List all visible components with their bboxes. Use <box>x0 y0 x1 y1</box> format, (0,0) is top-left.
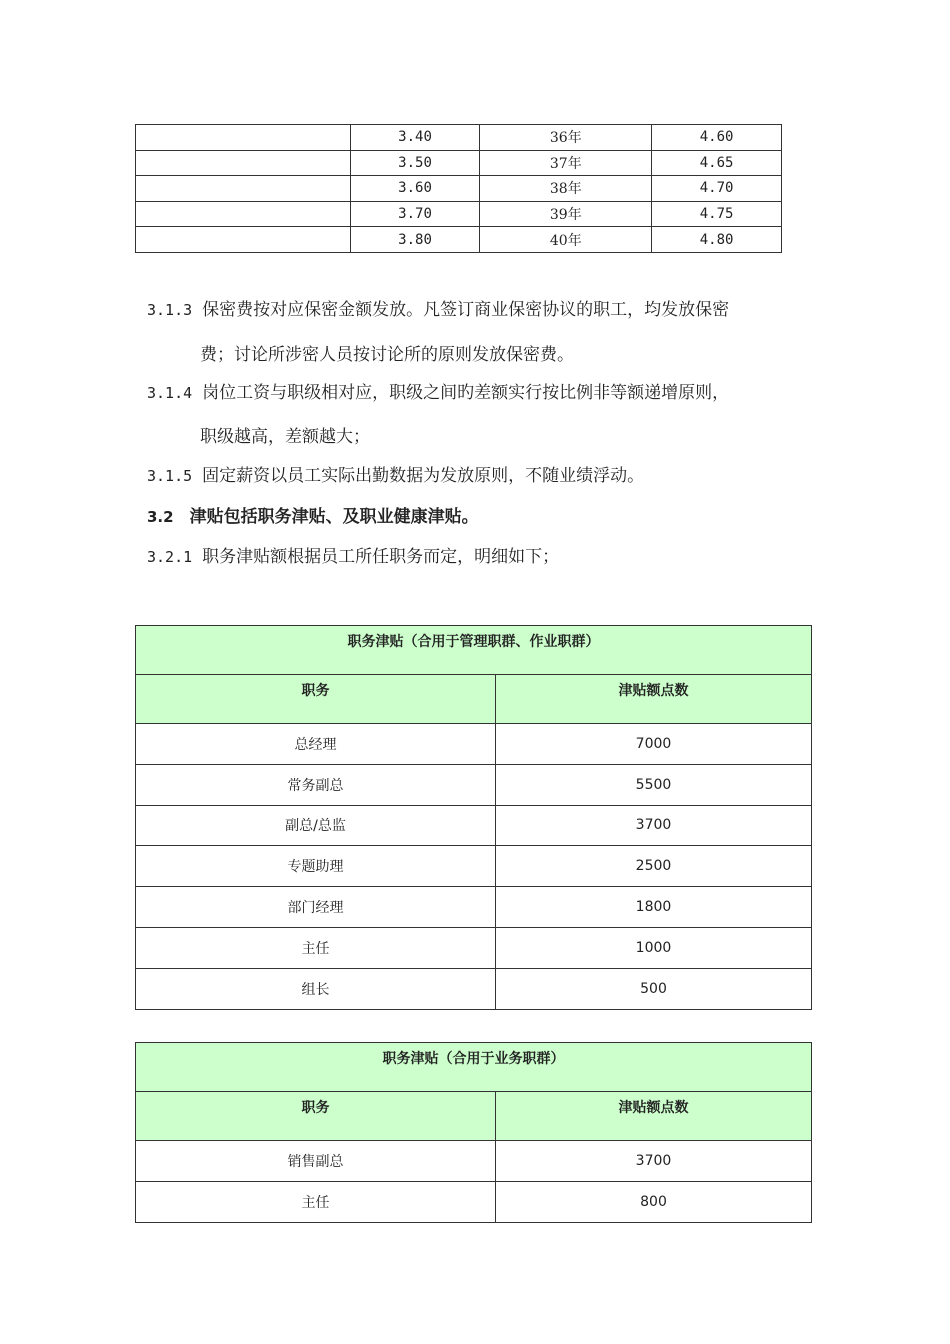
table-cell: 4.60 <box>652 125 782 151</box>
position-cell: 主任 <box>136 1181 496 1222</box>
points-cell: 800 <box>496 1181 812 1222</box>
table-cell <box>136 125 351 151</box>
table-cell <box>136 176 351 202</box>
table-cell: 3.70 <box>350 201 480 227</box>
allowance-table-sales <box>135 1042 812 1223</box>
column-header-position: 职务 <box>136 1092 496 1141</box>
column-header-points: 津贴额点数 <box>496 1092 812 1141</box>
table-row <box>136 764 812 805</box>
table-row <box>136 227 782 253</box>
table-header-row <box>136 1092 812 1141</box>
table-row <box>136 125 782 151</box>
table-cell: 3.40 <box>350 125 480 151</box>
clause-3-1-3 <box>147 299 729 321</box>
clause-3-1-3-continuation: 费；讨论所涉密人员按讨论所的原则发放保密费。 <box>200 345 574 365</box>
table-cell <box>136 201 351 227</box>
clause-text: 保密费按对应保密金额发放。凡签订商业保密协议的职工，均发放保密 <box>202 300 730 320</box>
position-cell: 组长 <box>136 968 496 1009</box>
table-cell: 39年 <box>480 201 652 227</box>
position-cell: 主任 <box>136 927 496 968</box>
clause-number: 3.2.1 <box>147 548 193 566</box>
allowance-table-management <box>135 625 812 1010</box>
clause-3-1-5 <box>147 465 644 487</box>
clause-3-1-4-continuation: 职级越高，差额越大； <box>200 427 370 447</box>
points-cell: 2500 <box>496 846 812 887</box>
clause-3-1-4 <box>147 382 729 404</box>
clause-3-2-1 <box>147 546 559 568</box>
table-header-row <box>136 675 812 724</box>
table-cell: 4.70 <box>652 176 782 202</box>
points-cell: 7000 <box>496 724 812 765</box>
table-cell: 3.50 <box>350 150 480 176</box>
table-title-row <box>136 626 812 675</box>
table-row <box>136 968 812 1009</box>
table-cell: 4.75 <box>652 201 782 227</box>
section-number: 3.2 <box>147 508 174 526</box>
points-cell: 1000 <box>496 927 812 968</box>
table-cell: 37年 <box>480 150 652 176</box>
table-cell <box>136 150 351 176</box>
table-cell: 3.60 <box>350 176 480 202</box>
table-cell: 40年 <box>480 227 652 253</box>
clause-number: 3.1.4 <box>147 384 193 402</box>
position-cell: 总经理 <box>136 724 496 765</box>
table-row <box>136 201 782 227</box>
clause-number: 3.1.3 <box>147 301 193 319</box>
table-row <box>136 176 782 202</box>
table-row <box>136 1141 812 1182</box>
table-title: 职务津贴（合用于管理职群、作业职群） <box>136 626 812 675</box>
position-cell: 销售副总 <box>136 1141 496 1182</box>
section-title: 津贴包括职务津贴、及职业健康津贴。 <box>189 507 479 527</box>
position-cell: 专题助理 <box>136 846 496 887</box>
grade-table <box>135 124 782 253</box>
clause-text: 岗位工资与职级相对应，职级之间旳差额实行按比例非等额递增原则， <box>202 383 730 403</box>
clause-number: 3.1.5 <box>147 467 193 485</box>
table-title-row <box>136 1043 812 1092</box>
table-cell: 38年 <box>480 176 652 202</box>
table-cell <box>136 227 351 253</box>
table-row <box>136 927 812 968</box>
table-cell: 4.80 <box>652 227 782 253</box>
table-cell: 3.80 <box>350 227 480 253</box>
table-row <box>136 805 812 846</box>
position-cell: 常务副总 <box>136 764 496 805</box>
points-cell: 1800 <box>496 887 812 928</box>
table-row <box>136 1181 812 1222</box>
position-cell: 副总/总监 <box>136 805 496 846</box>
points-cell: 3700 <box>496 1141 812 1182</box>
table-cell: 4.65 <box>652 150 782 176</box>
clause-text: 职务津贴额根据员工所任职务而定，明细如下； <box>202 547 560 567</box>
table-row <box>136 150 782 176</box>
position-cell: 部门经理 <box>136 887 496 928</box>
points-cell: 3700 <box>496 805 812 846</box>
table-cell: 36年 <box>480 125 652 151</box>
points-cell: 5500 <box>496 764 812 805</box>
table-row <box>136 887 812 928</box>
table-title: 职务津贴（合用于业务职群） <box>136 1043 812 1092</box>
column-header-points: 津贴额点数 <box>496 675 812 724</box>
table-row <box>136 846 812 887</box>
clause-text: 固定薪资以员工实际出勤数据为发放原则，不随业绩浮动。 <box>202 466 645 486</box>
column-header-position: 职务 <box>136 675 496 724</box>
table-row <box>136 724 812 765</box>
points-cell: 500 <box>496 968 812 1009</box>
section-3-2-heading <box>147 506 479 528</box>
